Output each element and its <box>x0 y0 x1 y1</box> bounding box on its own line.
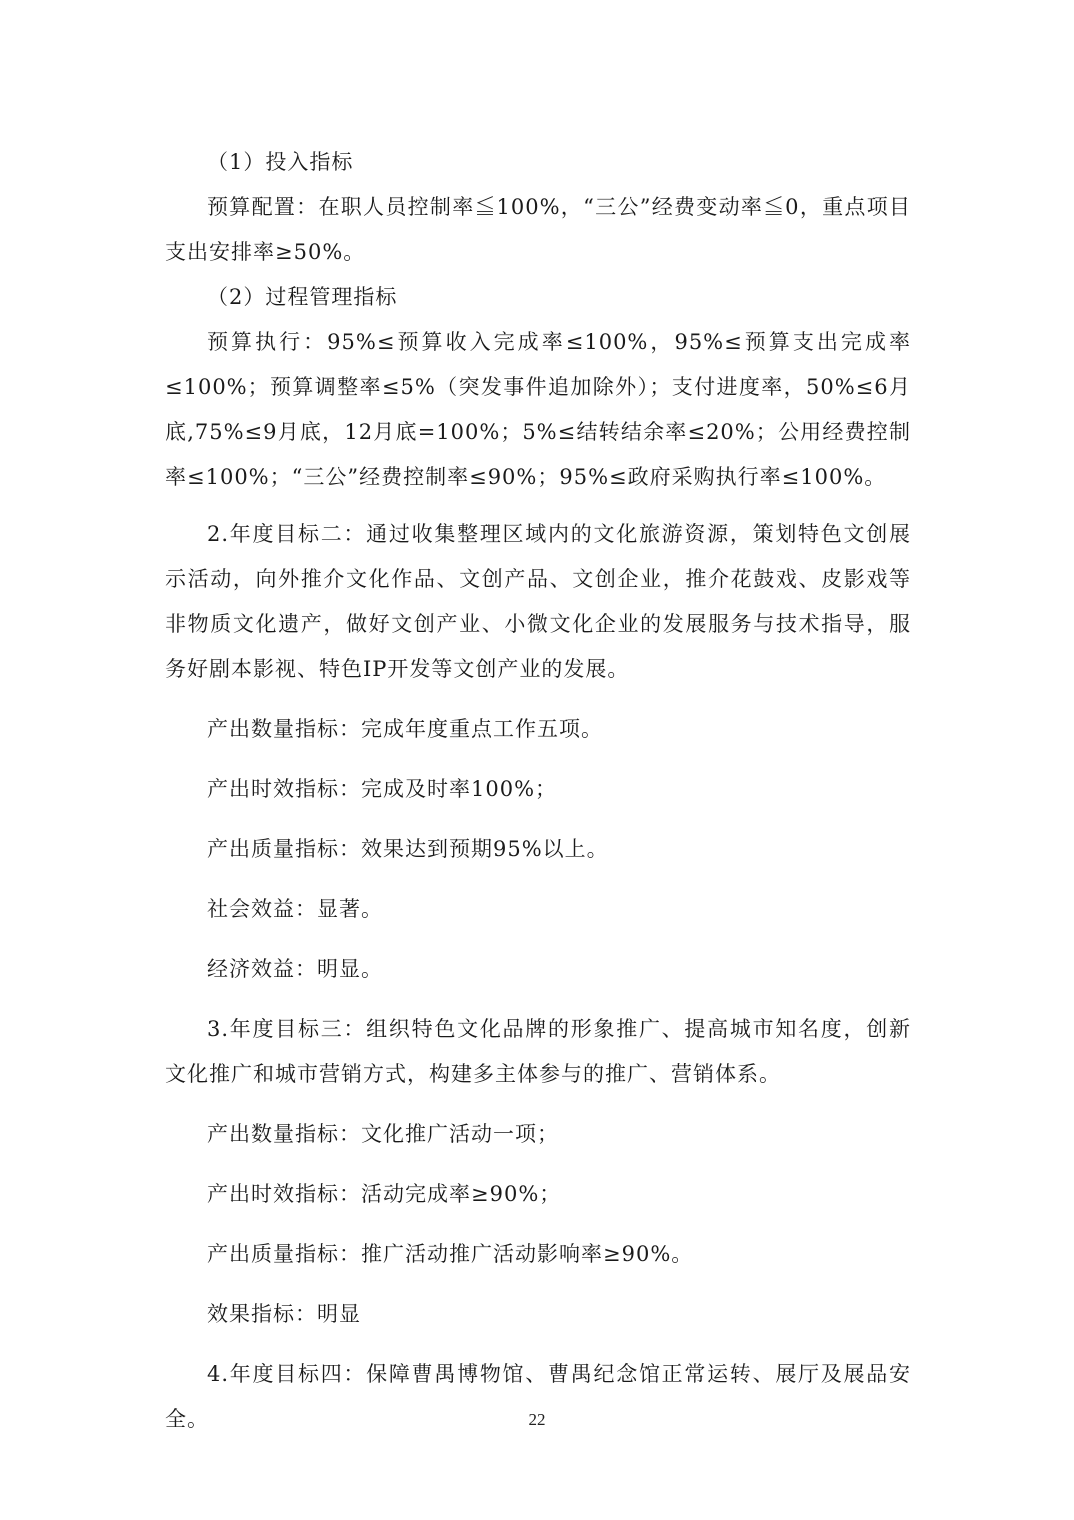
paragraph-output-quantity-2: 产出数量指标：文化推广活动一项； <box>207 1122 559 1146</box>
paragraph-social-benefit: 社会效益：显著。 <box>207 897 383 921</box>
paragraph-annual-goal-4: 4.年度目标四：保障曹禺博物馆、曹禺纪念馆正常运转、展厅及展品安全。 <box>165 1362 911 1431</box>
paragraph-output-quality-2: 产出质量指标：推广活动推广活动影响率≥90%。 <box>207 1242 694 1266</box>
paragraph-output-quality-1: 产出质量指标：效果达到预期95%以上。 <box>207 837 609 861</box>
paragraph-budget-execution: 预算执行：95%≤预算收入完成率≤100%，95%≤预算支出完成率≤100%；预算调整率≤5%（突发事件追加除外）；支付进度率，50%≤6月底,75%≤9月底，12月底=100%；5%≤结转结余率≤20%；公用经费控制率≤100%；“三公”经费控制率≤90%；95%≤政府采购执行率≤100%。 <box>165 330 911 489</box>
paragraph-annual-goal-3: 3.年度目标三：组织特色文化品牌的形象推广、提高城市知名度，创新文化推广和城市营销方式，构建多主体参与的推广、营销体系。 <box>165 1017 911 1086</box>
page-number: 22 <box>528 1410 546 1429</box>
section-heading-process-management: （2）过程管理指标 <box>207 285 398 309</box>
document-body <box>165 140 911 1442</box>
paragraph-annual-goal-2: 2.年度目标二：通过收集整理区域内的文化旅游资源，策划特色文创展示活动，向外推介文化作品、文创产品、文创企业，推介花鼓戏、皮影戏等非物质文化遗产，做好文创产业、小微文化企业的发展服务与技术指导，服务好剧本影视、特色IP开发等文创产业的发展。 <box>165 522 911 681</box>
paragraph-effect-indicator: 效果指标：明显 <box>207 1302 361 1326</box>
paragraph-output-quantity-1: 产出数量指标：完成年度重点工作五项。 <box>207 717 603 741</box>
section-heading-input-indicators: （1）投入指标 <box>207 150 354 174</box>
paragraph-budget-allocation: 预算配置：在职人员控制率≦100%，“三公”经费变动率≦0，重点项目支出安排率≥50%。 <box>165 195 911 264</box>
paragraph-economic-benefit: 经济效益：明显。 <box>207 957 383 981</box>
paragraph-output-timeliness-1: 产出时效指标：完成及时率100%； <box>207 777 558 801</box>
paragraph-output-timeliness-2: 产出时效指标：活动完成率≥90%； <box>207 1182 562 1206</box>
